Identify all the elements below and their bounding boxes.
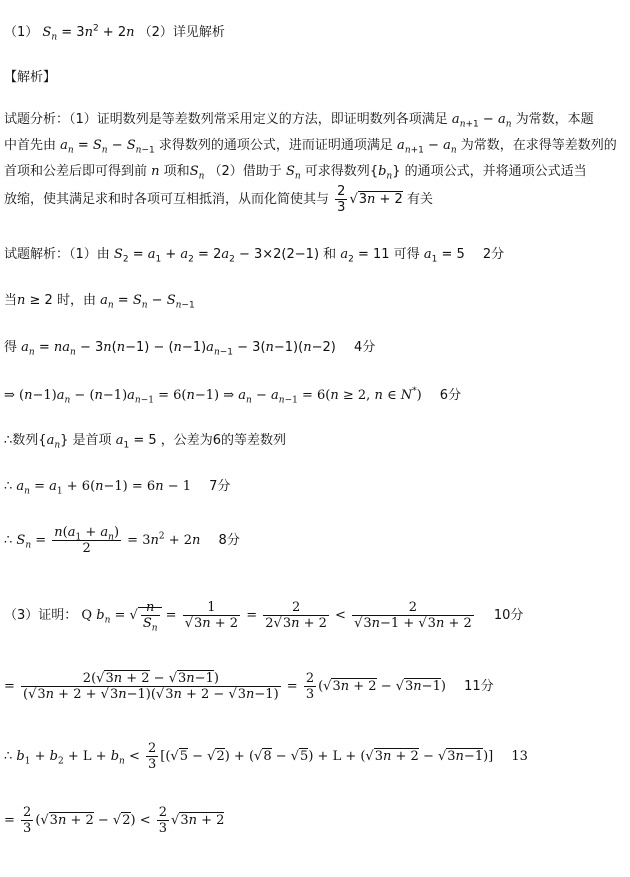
analysis-text: 首项和公差后即可得到前	[4, 164, 148, 179]
solution-line-9: = $\frac{2(√3n + 2 - √3n-1)}{(√3n + 2 + √3n-1)(√3n + 2 - √3n-1)}$ = $\frac{2}{3}$ (√3n + 2 − √3n−1) 11分	[4, 671, 494, 702]
solution-text: 是首项	[72, 433, 112, 448]
score-mark: 7分	[209, 479, 231, 494]
analysis-text: 中首先由	[4, 138, 57, 153]
solution-text: 得	[4, 340, 18, 355]
solution-text: 当	[4, 293, 18, 308]
score-mark: 13	[511, 749, 528, 764]
analysis-line-2	[4, 137, 617, 155]
fraction: $\frac{2}{3}$	[305, 671, 315, 702]
analysis-line-4: 放缩，使其满足求和时各项可互相抵消，从而化简使其与 $\frac{2}{3}$ √3n + 2 有关	[4, 184, 433, 215]
score-mark: 11分	[464, 679, 494, 694]
analysis-text: 放缩，使其满足求和时各项可互相抵消，从而化简使其与	[4, 192, 330, 207]
solution-line-8: （3）证明： Q $b_n$ = √ $\frac{n}{S_n}$ = $\frac{1}{√3n + 2}$ = $\frac{2}{2√3n + 2}$ < $\frac{2}{√3n-1 + √3n + 2}$ 10分	[4, 600, 524, 634]
analysis-text: （2）借助于	[208, 164, 282, 179]
fraction: $\frac{2}{3}$	[23, 805, 32, 836]
analysis-text: 有关	[406, 192, 433, 207]
solution-text: 和	[323, 247, 337, 262]
analysis-text: 项和	[163, 164, 190, 179]
fraction: $\frac{1}{√3n + 2}$	[184, 600, 239, 631]
formula-diff: $a_{n+1} - a_n$	[397, 138, 457, 156]
answer-formula: $S_n = 3n^2 + 2n$	[42, 23, 135, 43]
answer-line	[4, 24, 225, 42]
analysis-text: 的通项公式，并将通项公式适当	[404, 164, 587, 179]
solution-text: ∴数列	[4, 433, 39, 448]
analysis-line-1	[4, 111, 594, 129]
garbled-symbol: L	[82, 749, 92, 764]
solution-line-11: = $\frac{2}{3}$ (√3n + 2 − √2) < $\frac{2}{3}$ √3n + 2	[4, 805, 225, 836]
solution-text: （3）证明：	[4, 608, 78, 623]
solution-line-7: ∴ $S_n$ = $\frac{n(a_1 + a_n)}{2}$ = $3n^2 + 2n$ 8分	[4, 525, 240, 556]
score-mark: 2分	[482, 247, 505, 262]
analysis-header: 【解析】	[4, 70, 57, 85]
fraction: $\frac{n}{S_n}$	[142, 600, 158, 634]
analysis-text: 为常数，本题	[515, 112, 594, 127]
fraction: $\frac{2}{3}$	[337, 184, 346, 215]
fraction: $\frac{n(a_1 + a_n)}{2}$	[54, 525, 120, 556]
analysis-text: 求得数列的通项公式，进而证明通项满足	[158, 138, 393, 153]
solution-line-1: 试题解析：（1）由 $S_2 = a_1 + a_2 = 2a_2 - 3\times 2(2-1)$ 和 $a_2 = 11$ 可得 $a_1 = 5$ 2分	[4, 247, 505, 265]
fraction: $\frac{2}{√3n-1 + √3n + 2}$	[354, 600, 472, 631]
formula-diff: $a_{n+1} - a_n$	[451, 112, 512, 130]
solution-line-2: 当n ≥ 2 时，由 $a_n = S_n - S_{n-1}$	[4, 293, 195, 311]
solution-line-3: 得 $a_n = na_n - 3n(n-1) - (n-1)a_{n-1} - 3(n-1)(n-2)$ 4分	[4, 340, 376, 358]
solution-line-5: ∴数列$\{a_n\}$ 是首项 $a_1 = 5$ ，公差为6的等差数列	[4, 433, 287, 451]
score-mark: 10分	[493, 608, 524, 623]
solution-text: 可得	[393, 247, 420, 262]
answer-part1-label: （1）	[4, 25, 39, 40]
solution-text: 试题解析：（1）由	[4, 247, 110, 262]
analysis-text: 试题分析：（1）证明数列是等差数列常采用定义的方法，即证明数列各项满足	[4, 112, 448, 127]
answer-part2-label: （2）详见解析	[138, 25, 225, 40]
fraction: $\frac{2}{3}$	[147, 741, 157, 772]
score-mark: 6分	[439, 388, 462, 403]
fraction: $\frac{2}{3}$	[158, 805, 168, 836]
garbled-symbol: L	[332, 749, 342, 764]
solution-line-10: ∴ $b_1 + b_2 + L + b_n$ < $\frac{2}{3}$ [(√5 − √2) + (√8 − √5) + L + (√3n + 2 − √3n−1)] 13	[4, 741, 528, 772]
fraction: $\frac{2}{2√3n + 2}$	[265, 600, 327, 631]
garbled-symbol: Q	[81, 608, 93, 623]
analysis-text: 为常数，在求得等差数列的	[460, 138, 617, 153]
score-mark: 4分	[353, 340, 376, 355]
analysis-text: 可求得数列	[304, 164, 370, 179]
analysis-line-3: 首项和公差后即可得到前 n 项和$S_n$ （2）借助于 $S_n$ 可求得数列$\{b_n\}$ 的通项公式，并将通项公式适当	[4, 164, 587, 182]
formula-an: $a_n = S_n - S_{n-1}$	[60, 138, 155, 156]
solution-text: 时，由	[56, 293, 96, 308]
solution-text: ，公差为6的等差数列	[160, 433, 287, 448]
score-mark: 8分	[218, 533, 240, 548]
fraction: $\frac{2(√3n + 2 - √3n-1)}{(√3n + 2 + √3n-1)(√3n + 2 - √3n-1)}$	[23, 671, 279, 702]
solution-line-6: ∴ $a_n = a_1 + 6(n-1) = 6n - 1$ 7分	[4, 479, 231, 497]
solution-line-4: ⇒ $(n-1)a_n - (n-1)a_{n-1} = 6(n-1)$ ⇒ $a_n - a_{n-1} = 6(n \ge 2$, n ∈ N*) 6分	[4, 386, 462, 406]
